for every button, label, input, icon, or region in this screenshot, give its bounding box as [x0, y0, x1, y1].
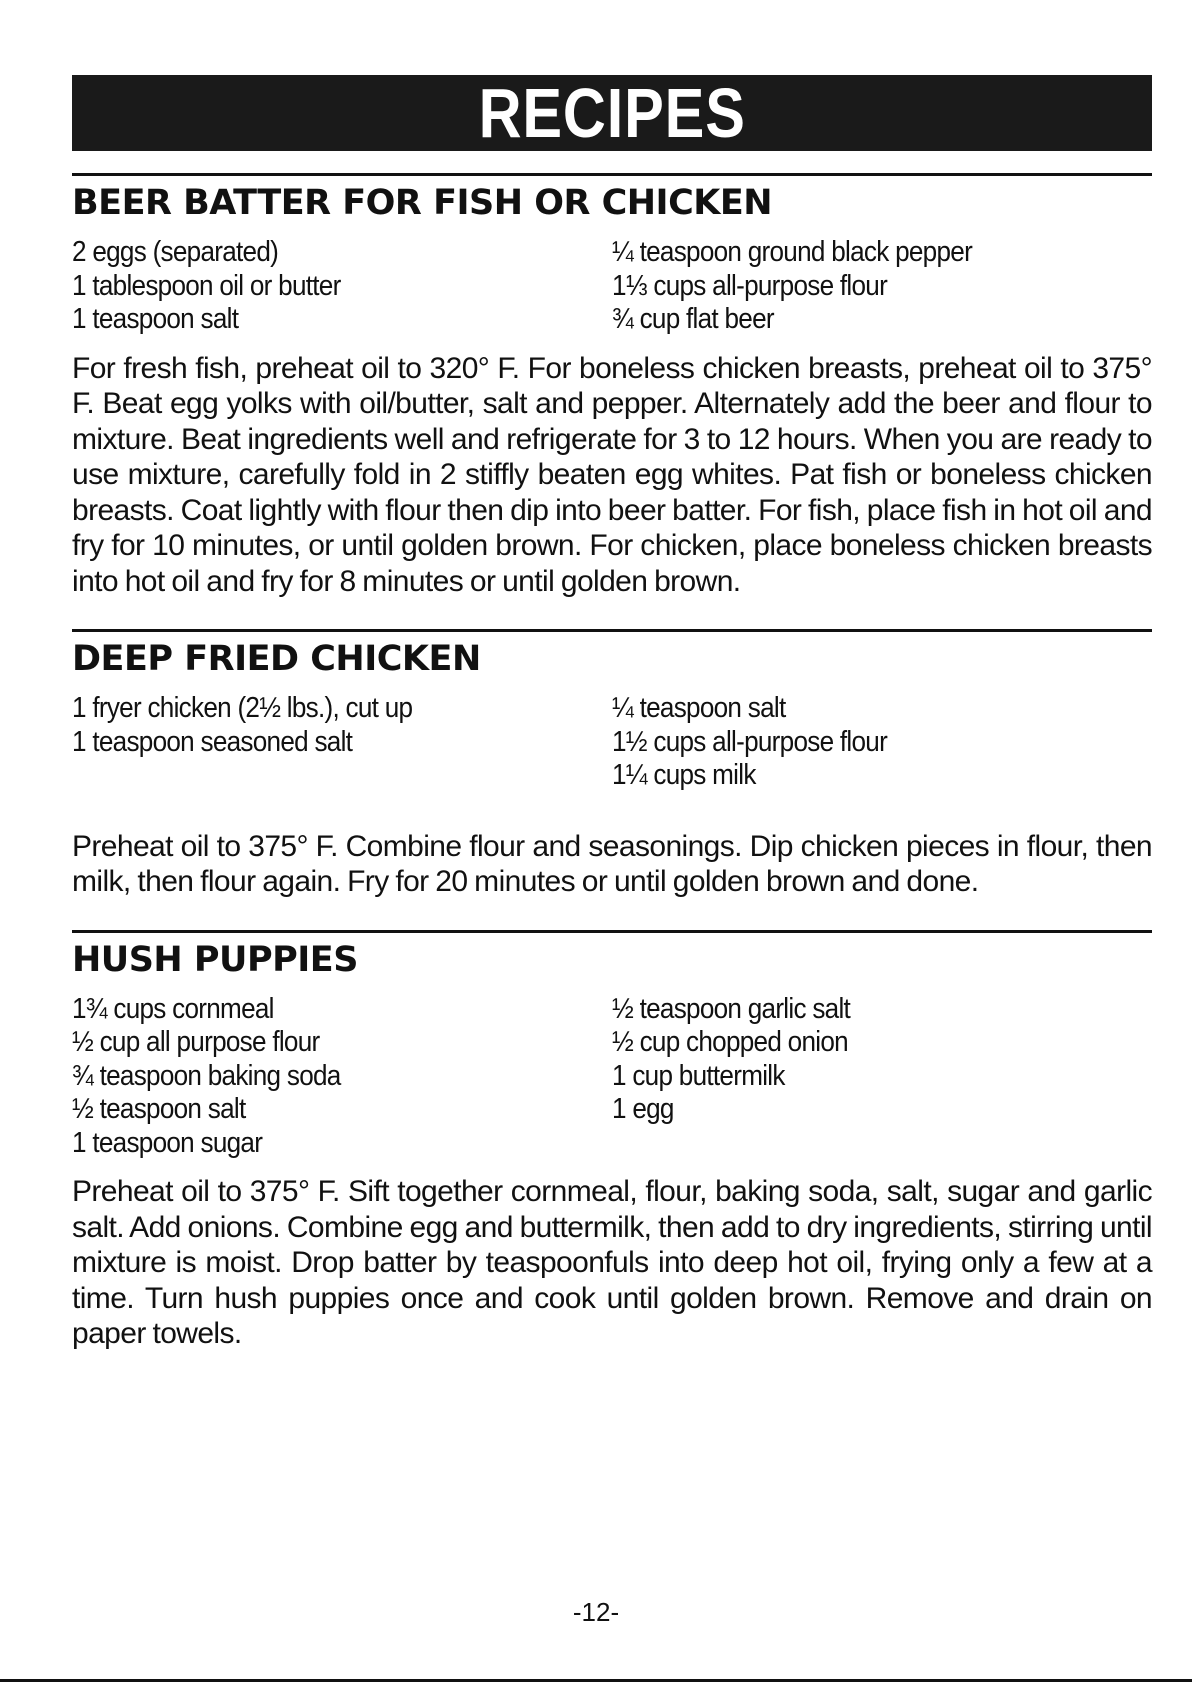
ingredient-item: 2 eggs (separated)	[72, 236, 279, 268]
ingredient-item: ¼ teaspoon salt	[612, 692, 786, 724]
ingredient-list	[72, 692, 1152, 793]
ingredient-item: ¾ teaspoon baking soda	[72, 1059, 341, 1092]
ingredient-item: ¾ cup flat beer	[612, 303, 774, 335]
ingredient-item: 1 tablespoon oil or butter	[72, 269, 341, 302]
ingredient-list	[72, 993, 1152, 1161]
ingredient-item: ½ teaspoon garlic salt	[612, 992, 851, 1025]
recipe-title: HUSH PUPPIES	[72, 939, 358, 980]
ingredient-item: ½ teaspoon salt	[72, 1093, 246, 1125]
recipe-section	[72, 173, 1152, 599]
ingredient-item: ½ cup chopped onion	[612, 1026, 848, 1058]
ingredient-item: 1¾ cups cornmeal	[72, 992, 274, 1025]
recipe-title: BEER BATTER FOR FISH OR CHICKEN	[72, 183, 773, 223]
ingredient-item: 1 fryer chicken (2½ lbs.), cut up	[72, 692, 413, 724]
ingredient-column-left	[72, 236, 612, 337]
ingredient-item: 1⅓ cups all-purpose flour	[612, 269, 888, 302]
recipe-page	[72, 75, 1152, 1382]
page-title: RECIPES	[478, 74, 746, 152]
ingredient-column-left	[72, 993, 612, 1161]
page-number: -12-	[572, 1597, 620, 1627]
ingredient-item: ¼ teaspoon ground black pepper	[612, 236, 973, 268]
page-title-banner	[72, 75, 1152, 151]
ingredient-item: 1 egg	[612, 1093, 674, 1125]
ingredient-column-right	[612, 993, 1152, 1161]
ingredient-column-right	[612, 236, 1152, 337]
bottom-divider	[0, 1679, 1192, 1682]
recipe-section	[72, 629, 1152, 900]
recipe-instructions: Preheat oil to 375° F. Combine flour and seasonings. Dip chicken pieces in flour, then milk, then flour again. Fry for 20 minutes or until golden brown and done.	[72, 829, 1152, 898]
ingredient-column-left	[72, 692, 612, 793]
ingredient-item: ½ cup all purpose flour	[72, 1026, 320, 1058]
ingredient-item: 1 teaspoon sugar	[72, 1126, 263, 1159]
recipe-title: DEEP FRIED CHICKEN	[72, 639, 481, 679]
ingredient-column-right	[612, 692, 1152, 793]
recipe-section	[72, 930, 1152, 1352]
ingredient-list	[72, 236, 1152, 337]
recipe-instructions: For fresh fish, preheat oil to 320° F. For boneless chicken breasts, preheat oil to 375° F. Beat egg yolks with oil/butter, salt and pepper. Alternately add the beer and flour to mixture. Beat ingredients well and refrigerate for 3 to 12 hours. When you are ready to use mixture, carefully fold in 2 stiffly beaten egg whites. Pat fish or boneless chicken breasts. Coat lightly with flour then dip into beer batter. For fish, place fish in hot oil and fry for 10 minutes, or until golden brown. For chicken, place boneless chicken breasts into hot oil and fry for 8 minutes or until golden brown.	[72, 351, 1152, 598]
ingredient-item: 1½ cups all-purpose flour	[612, 725, 888, 758]
ingredient-item: 1 cup buttermilk	[612, 1059, 785, 1092]
recipe-instructions: Preheat oil to 375° F. Sift together cornmeal, flour, baking soda, salt, sugar and garlic salt. Add onions. Combine egg and buttermilk, then add to dry ingredients, stirring until mixture is moist. Drop batter by teaspoonfuls into deep hot oil, frying only a few at a time. Turn hush puppies once and cook until golden brown. Remove and drain on paper towels.	[72, 1175, 1152, 1350]
ingredient-item: 1 teaspoon seasoned salt	[72, 725, 353, 758]
ingredient-item: 1 teaspoon salt	[72, 303, 239, 335]
ingredient-item: 1¼ cups milk	[612, 759, 756, 791]
